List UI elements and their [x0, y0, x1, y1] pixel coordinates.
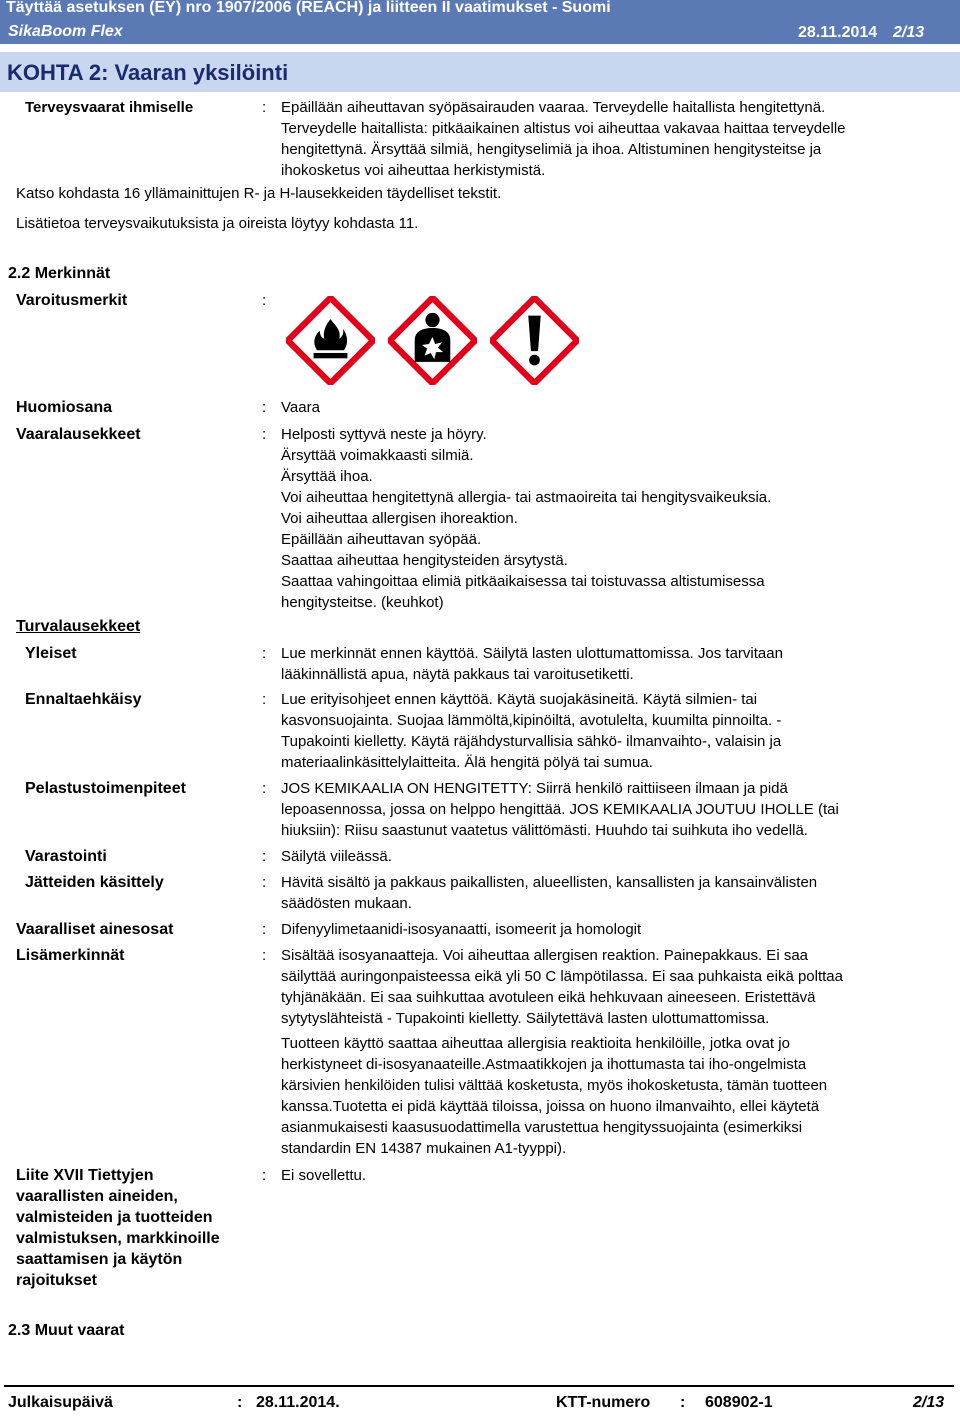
text-line: kanssa.Tuotetta ei pidä käyttää tiloissa, joissa on huono ilmanvaihto, ellei käytetä: [281, 1098, 820, 1115]
annex-xvii-value: Ei sovellettu.: [281, 1167, 367, 1184]
label-line: valmisteiden ja tuotteiden: [16, 1209, 213, 1226]
colon: :: [262, 292, 267, 309]
general-text: [281, 643, 953, 685]
health-hazards-text: [281, 97, 953, 181]
text-line: kärsivien henkilöiden tulisi välttää kosketusta, myös ihokosketusta, tämän tuotteen: [281, 1077, 828, 1094]
label-line: saattamisen ja käytön: [16, 1251, 183, 1268]
flame-pictogram-icon: [286, 296, 375, 385]
text-line: Epäillään aiheuttavan syöpäsairauden vaaraa. Terveydelle haitallista hengitettynä.: [281, 99, 826, 116]
issue-date-label: Julkaisupäivä: [8, 1394, 113, 1411]
text-line: lääkinnällistä apua, näytä pakkaus tai varoitusetiketti.: [281, 666, 634, 683]
response-text: [281, 778, 953, 841]
hazard-statement: Ärsyttää voimakkaasti silmiä.: [281, 447, 474, 464]
footer-divider: [4, 1385, 954, 1387]
header-page-number: 2/13: [893, 24, 925, 41]
text-line: ihokosketus voi aiheuttaa herkistymistä.: [281, 162, 546, 179]
disposal-text: [281, 872, 953, 914]
additional-info-label: Lisämerkinnät: [16, 947, 125, 964]
disposal-label: Jätteiden käsittely: [25, 874, 164, 891]
colon: :: [262, 399, 267, 416]
text-line: Säilytä viileässä.: [281, 848, 392, 865]
text-line: Hävitä sisältö ja pakkaus paikallisten, alueellisten, kansallisten ja kansainvälisten: [281, 874, 818, 891]
subsection-title-labels: 2.2 Merkinnät: [8, 265, 111, 282]
hazardous-components-label: Vaaralliset ainesosat: [16, 921, 174, 938]
hazardous-components-value: Difenyylimetaanidi-isosyanaatti, isomeerit ja homologit: [281, 921, 642, 938]
precautionary-statements-heading: Turvalausekkeet: [16, 618, 141, 635]
text-line: hiuksiin): Riisu saastunut vaatetus välittömästi. Huuhdo tai suihkuta iho vedellä.: [281, 822, 808, 839]
text-line: tyhjänäkään. Ei saa suihkuttaa avotuleen eikä hehkuvaan aineeseen. Eristettävä: [281, 989, 816, 1006]
colon: :: [262, 426, 267, 443]
hazard-statement: hengitysteitse. (keuhkot): [281, 594, 444, 611]
text-line: Tuotteen käyttö saattaa aiheuttaa allergisia reaktioita henkilöille, jotka ovat jo: [281, 1035, 790, 1052]
colon: :: [262, 645, 267, 662]
pictograms-label: Varoitusmerkit: [16, 292, 128, 309]
hazard-statement: Voi aiheuttaa hengitettynä allergia- tai astmaoireita tai hengitysvaikeuksia.: [281, 489, 772, 506]
colon: :: [262, 947, 267, 964]
colon: :: [262, 99, 267, 116]
text-line: kasvonsuojainta. Suojaa lämmöltä,kipinöiltä, avotulelta, kuumilta pinnoilta. -: [281, 712, 782, 729]
header-date: 28.11.2014: [798, 24, 878, 41]
hazard-statement: Ärsyttää ihoa.: [281, 468, 373, 485]
signal-word-value: Vaara: [281, 399, 320, 416]
label-line: valmistuksen, markkinoille: [16, 1230, 220, 1247]
note-r-h-statements: Katso kohdasta 16 yllämainittujen R- ja H-lausekkeiden täydelliset tekstit.: [16, 185, 502, 202]
ktt-number-value: 608902-1: [705, 1394, 773, 1411]
colon: :: [262, 921, 267, 938]
additional-info-paragraph: [281, 945, 953, 1029]
health-hazards-label: Terveysvaarat ihmiselle: [25, 99, 194, 116]
hazard-statement: Helposti syttyvä neste ja höyry.: [281, 426, 487, 443]
text-line: Lue merkinnät ennen käyttöä. Säilytä lasten ulottumattomissa. Jos tarvitaan: [281, 645, 783, 662]
colon: :: [680, 1394, 686, 1411]
hazard-statements-label: Vaaralausekkeet: [16, 426, 141, 443]
hazard-statement: Saattaa aiheuttaa hengitysteiden ärsytystä.: [281, 552, 568, 569]
text-line: sytytyslähteistä - Tupakointi kielletty. Säilytettävä lasten ulottumattomissa.: [281, 1010, 770, 1027]
hazard-statement: Epäillään aiheuttavan syöpää.: [281, 531, 482, 548]
product-name: SikaBoom Flex: [8, 23, 123, 40]
additional-info-paragraph: [281, 1033, 953, 1159]
hazard-statement: Voi aiheuttaa allergisen ihoreaktion.: [281, 510, 518, 527]
colon: :: [262, 874, 267, 891]
ktt-number-label: KTT-numero: [556, 1394, 651, 1411]
text-line: säilyttää auringonpaisteessa eikä yli 50 C lämpötilassa. Ei saa puhkaista eikä polttaa: [281, 968, 843, 985]
label-line: vaarallisten aineiden,: [16, 1188, 178, 1205]
footer-page-number: 2/13: [913, 1394, 945, 1411]
signal-word-label: Huomiosana: [16, 399, 113, 416]
label-line: Liite XVII Tiettyjen: [16, 1167, 154, 1184]
text-line: Tupakointi kielletty. Käytä räjähdysturvallisia sähkö- ilmanvaihto-, valaisin ja: [281, 733, 782, 750]
text-line: asianmukaisesti kaasusuodattimella varustettua hengityssuojainta (esimerkiksi: [281, 1119, 803, 1136]
text-line: standardin EN 14387 mukainen A1-tyyppi).: [281, 1140, 567, 1157]
text-line: herkistyneet di-isosyanaateille.Astmaatikkojen ja ihottumasta tai iho-ongelmista: [281, 1056, 807, 1073]
annex-xvii-label: [16, 1165, 256, 1291]
text-line: lepoasennossa, jossa on helppo hengittää. JOS KEMIKAALIA JOUTUU IHOLLE (tai: [281, 801, 839, 818]
storage-text: [281, 846, 953, 867]
text-line: Sisältää isosyanaatteja. Voi aiheuttaa allergisen reaktion. Painepakkaus. Ei saa: [281, 947, 808, 964]
regulation-title: Täyttää asetuksen (EY) nro 1907/2006 (REACH) ja liitteen II vaatimukset - Suomi: [6, 0, 611, 16]
response-label: Pelastustoimenpiteet: [25, 780, 186, 797]
storage-label: Varastointi: [25, 848, 107, 865]
colon: :: [237, 1394, 243, 1411]
issue-date-value: 28.11.2014.: [256, 1394, 340, 1411]
section-title: KOHTA 2: Vaaran yksilöinti: [7, 60, 289, 85]
hazard-statements-list: [281, 424, 953, 613]
text-line: materiaalinkäsittelylaitteita. Älä hengitä pölyä tai sumua.: [281, 754, 653, 771]
text-line: JOS KEMIKAALIA ON HENGITETTY: Siirrä henkilö raittiiseen ilmaan ja pidä: [281, 780, 788, 797]
text-line: säädösten mukaan.: [281, 895, 412, 912]
colon: :: [262, 1167, 267, 1184]
health-hazard-pictogram-icon: [388, 296, 477, 385]
label-line: rajoitukset: [16, 1272, 97, 1289]
text-line: Lue erityisohjeet ennen käyttöä. Käytä suojakäsineitä. Käytä silmien- tai: [281, 691, 758, 708]
general-label: Yleiset: [25, 645, 77, 662]
hazard-statement: Saattaa vahingoittaa elimiä pitkäaikaisessa tai toistuvassa altistumisessa: [281, 573, 765, 590]
colon: :: [262, 691, 267, 708]
prevention-label: Ennaltaehkäisy: [25, 691, 142, 708]
colon: :: [262, 780, 267, 797]
prevention-text: [281, 689, 953, 773]
colon: :: [262, 848, 267, 865]
subsection-title-other-hazards: 2.3 Muut vaarat: [8, 1322, 125, 1339]
note-health-effects: Lisätietoa terveysvaikutuksista ja oireista löytyy kohdasta 11.: [16, 215, 419, 232]
text-line: Terveydelle haitallista: pitkäaikainen altistus voi aiheuttaa vakavaa haittaa terveydelle: [281, 120, 846, 137]
text-line: hengitettynä. Ärsyttää silmiä, hengityselimiä ja ihoa. Altistuminen hengitysteitse ja: [281, 141, 822, 158]
exclamation-pictogram-icon: [490, 296, 579, 385]
